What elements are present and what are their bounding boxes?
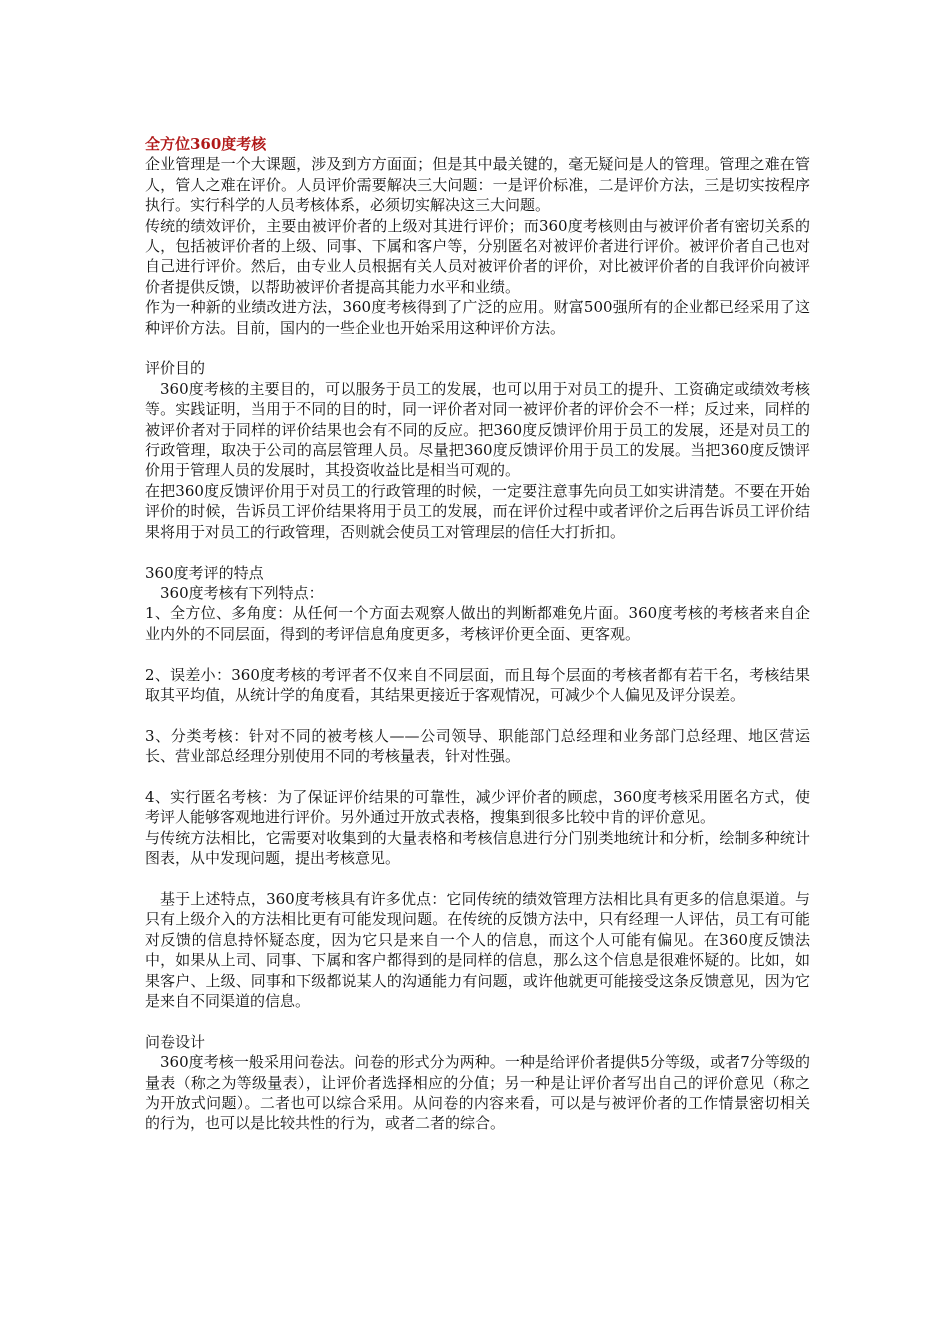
spacer [145,644,810,664]
questionnaire-paragraph: 360度考核一般采用问卷法。问卷的形式分为两种。一种是给评价者提供5分等级，或者7分等级的量表（称之为等级量表），让评价者选择相应的分值；另一种是让评价者写出自己的评价意见（称之为开放式问题）。二者也可以综合采用。从问卷的内容来看，可以是与被评价者的工作情景密切相关的行为，也可以是比较共性的行为，或者二者的综合。 [145,1053,810,1133]
spacer [145,542,810,562]
spacer [145,869,810,889]
feature-item-1: 1、全方位、多角度：从任何一个方面去观察人做出的判断都难免片面。360度考核的考核者来自企业内外的不同层面，得到的考评信息角度更多，考核评价更全面、更客观。 [145,604,810,643]
feature-item-4: 4、实行匿名考核：为了保证评价结果的可靠性，减少评价者的顾虑，360度考核采用匿名方式，使考评人能够客观地进行评价。另外通过开放式表格，搜集到很多比较中肯的评价意见。 [145,787,810,827]
intro-paragraph-1: 企业管理是一个大课题，涉及到方方面面；但是其中最关键的，毫无疑问是人的管理。管理之难在管人，管人之难在评价。人员评价需要解决三大问题：一是评价标准，二是评价方法，三是切实按程序执行。实行科学的人员考核体系，必须切实解决这三大问题。 [145,155,810,215]
features-lead: 360度考核有下列特点： [160,583,324,602]
feature-item-2: 2、误差小：360度考核的考评者不仅来自不同层面，而且每个层面的考核者都有若干名，考核结果取其平均值，从统计学的角度看，其结果更接近于客观情况，可减少个人偏见及评分误差。 [145,665,810,704]
intro-paragraph-2: 传统的绩效评价，主要由被评价者的上级对其进行评价；而360度考核则由与被评价者有密切关系的人，包括被评价者的上级、同事、下属和客户等，分别匿名对被评价者进行评价。被评价者自己也对自己进行评价。然后，由专业人员根据有关人员对被评价者的评价，对比被评价者的自我评价向被评价者提供反馈，以帮助被评价者提高其能力水平和业绩。 [145,216,810,296]
advantages-paragraph: 基于上述特点，360度考核具有许多优点：它同传统的绩效管理方法相比具有更多的信息渠道。与只有上级介入的方法相比更有可能发现问题。在传统的反馈方法中，只有经理一人评估，员工有可能对反馈的信息持怀疑态度，因为它只是来自一个人的信息，而这个人可能有偏见。在360度反馈法中，如果从上司、同事、下属和客户都得到的是同样的信息，那么这个信息是很难怀疑的。比如，如果客户、上级、同事和下级都说某人的沟通能力有问题，或许他就更可能接受这条反馈意见，因为它是来自不同渠道的信息。 [145,889,810,1010]
feature-item-3: 3、分类考核：针对不同的被考核人——公司领导、职能部门总经理和业务部门总经理、地区营运长、营业部总经理分别使用不同的考核量表，针对性强。 [145,726,810,766]
document-title: 全方位360度考核 [145,135,267,153]
purpose-paragraph-1: 360度考核的主要目的，可以服务于员工的发展，也可以用于对员工的提升、工资确定或绩效考核等。实践证明，当用于不同的目的时，同一评价者对同一被评价者的评价会不一样；反过来，同样的被评价者对于同样的评价结果也会有不同的反应。把360度反馈评价用于员工的发展，还是对员工的行政管理，取决于公司的高层管理人员。尽量把360度反馈评价用于员工的发展。当把360度反馈评价用于管理人员的发展时，其投资收益比是相当可观的。 [145,379,810,480]
purpose-paragraph-2: 在把360度反馈评价用于对员工的行政管理的时候，一定要注意事先向员工如实讲清楚。不要在开始评价的时候，告诉员工评价结果将用于员工的发展，而在评价过程中或者评价之后再告诉员工评价结果将用于对员工的行政管理，否则就会使员工对管理层的信任大打折扣。 [145,481,810,541]
section-heading-purpose: 评价目的 [145,359,206,378]
feature-item-4-note: 与传统方法相比，它需要对收集到的大量表格和考核信息进行分门别类地统计和分析，绘制多种统计图表，从中发现问题，提出考核意见。 [145,828,810,868]
spacer [145,338,810,358]
document-body [145,134,810,1134]
spacer [145,767,810,787]
section-heading-features: 360度考评的特点 [145,563,264,582]
spacer [145,1011,810,1031]
section-heading-questionnaire: 问卷设计 [145,1032,206,1051]
spacer [145,705,810,725]
intro-paragraph-3: 作为一种新的业绩改进方法，360度考核得到了广泛的应用。财富500强所有的企业都已经采用了这种评价方法。目前，国内的一些企业也开始采用这种评价方法。 [145,298,810,337]
